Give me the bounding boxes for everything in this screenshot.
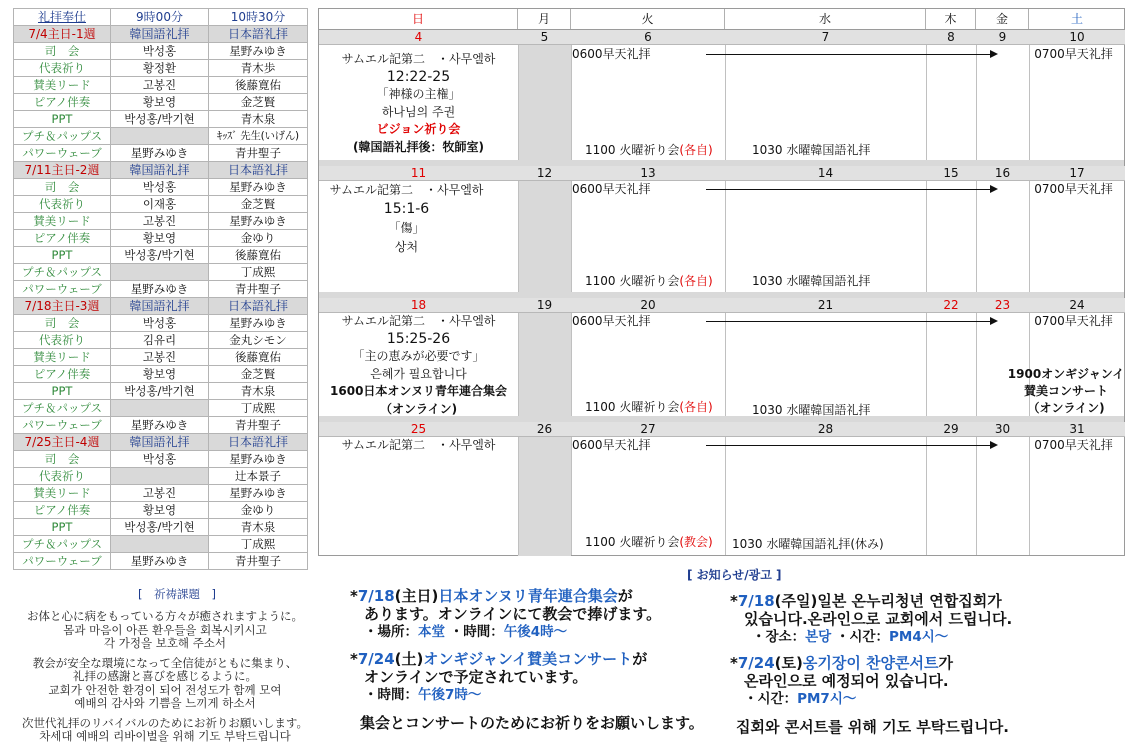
day-number: 6: [571, 30, 725, 45]
duty-role: 代表祈り: [14, 196, 111, 213]
duty-row: [14, 553, 308, 570]
day-number: 21: [725, 298, 926, 313]
place-label: ・장소：: [752, 629, 806, 645]
day-number-sunday: 11: [319, 166, 518, 181]
duty-japanese-assignee: 丁成熙: [209, 536, 308, 553]
day-number: 27: [571, 422, 725, 437]
duty-japanese-assignee: 丁成熙: [209, 264, 308, 281]
arrow-icon: [706, 189, 996, 190]
time-value: 午後4時～: [503, 624, 568, 640]
duty-row: [14, 213, 308, 230]
duty-week-japanese-service: 日本語礼拝: [209, 26, 308, 43]
day-number: 30: [976, 422, 1029, 437]
duty-japanese-assignee: 青木歩: [209, 60, 308, 77]
time-label: ・시간：: [831, 629, 889, 645]
praise-concert-online: （オンライン): [1027, 401, 1105, 415]
duty-week-label: 7/18主日-3週: [14, 298, 111, 315]
duty-japanese-assignee: 後藤寛佑: [209, 247, 308, 264]
duty-week-label: 7/4主日-1週: [14, 26, 111, 43]
duty-row: [14, 468, 308, 485]
early-morning-prayer-tue: 0600早天礼拝: [572, 314, 651, 328]
duty-week-header-row: [14, 298, 308, 315]
day-number-holiday: 22: [926, 298, 976, 313]
day-number: 12: [518, 166, 571, 181]
notice-event: 옹기장이 찬양콘서트: [802, 654, 939, 672]
duty-week-label: 7/11主日-2週: [14, 162, 111, 179]
duty-row: [14, 451, 308, 468]
arrow-icon: [706, 321, 996, 322]
duty-week-header-row: [14, 26, 308, 43]
notice-time: [350, 686, 704, 704]
duty-japanese-assignee: 金ゆり: [209, 502, 308, 519]
day-number-sunday: 25: [319, 422, 518, 437]
prayer-line: 각 가정을 보호해 주소서: [103, 636, 227, 650]
duty-role: プチ＆パップス: [14, 128, 111, 145]
notice-place-time: [350, 623, 704, 641]
duty-header-role: 礼拝奉仕: [14, 9, 111, 26]
tuesday-prayer-note: (各自): [679, 274, 713, 288]
place-value: 本堂: [418, 624, 445, 640]
duty-row: [14, 315, 308, 332]
duty-row: [14, 43, 308, 60]
duty-role: ピアノ伴奏: [14, 94, 111, 111]
notice-ja-item2: *7/24(土)オンギジャンイ賛美コンサートが: [350, 650, 648, 668]
duty-role: 賛美リード: [14, 77, 111, 94]
notice-date: 7/18: [357, 587, 395, 605]
duty-korean-assignee: 황정환: [111, 60, 209, 77]
monday-shade: [518, 45, 571, 160]
duty-role: ピアノ伴奏: [14, 230, 111, 247]
sermon-book: サムエル記第二 ・사무엘하: [341, 52, 496, 66]
duty-week-japanese-service: 日本語礼拝: [209, 298, 308, 315]
sermon-book: サムエル記第二 ・사무엘하: [329, 183, 484, 197]
duty-row: [14, 128, 308, 145]
tuesday-prayer-label: 1100 火曜祈り会: [585, 274, 680, 288]
tuesday-prayer-label: 1100 火曜祈り会: [585, 400, 680, 414]
duty-korean-assignee: 박성홍: [111, 179, 209, 196]
notice-date: 7/24: [737, 654, 775, 672]
duty-row: [14, 383, 308, 400]
sermon-title-ko: 은혜가 필요합니다: [370, 366, 467, 381]
prayer-line: 예배의 감사와 기쁨을 느끼게 하소서: [74, 696, 256, 710]
tuesday-prayer-note: (各自): [679, 400, 713, 414]
duty-role: 司 会: [14, 43, 111, 60]
day-number: 26: [518, 422, 571, 437]
duty-week-korean-service: 韓国語礼拝: [111, 162, 209, 179]
prayer-item-church-safety: [10, 657, 320, 711]
prayer-requests: [10, 610, 320, 750]
notice-tail: が: [617, 587, 633, 605]
early-morning-prayer-tue: 0600早天礼拝: [572, 438, 651, 452]
tuesday-prayer-label: 1100 火曜祈り会: [585, 143, 680, 157]
notice-line: あります。オンラインにて教会で捧げます。: [364, 605, 662, 623]
weekday-saturday: 土: [1070, 12, 1083, 26]
day-number-sunday: 18: [319, 298, 518, 313]
notice-tail: 가: [987, 592, 1002, 610]
duty-role: 司 会: [14, 179, 111, 196]
day-number: 5: [518, 30, 571, 45]
notice-event: オンギジャンイ賛美コンサート: [423, 650, 633, 668]
day-number: 16: [976, 166, 1029, 181]
vision-prayer-meeting: ビジョン祈り会: [376, 122, 461, 136]
weekday-wednesday: 水: [725, 9, 926, 29]
early-morning-prayer-sat: 0700早天礼拝: [1034, 438, 1113, 452]
duty-japanese-assignee: 丁成熙: [209, 400, 308, 417]
early-morning-prayer-tue: 0600早天礼拝: [572, 47, 651, 61]
duty-korean-assignee: [111, 536, 209, 553]
duty-japanese-assignee: 金ゆり: [209, 230, 308, 247]
notice-dow: (토): [774, 654, 803, 672]
day-number: 20: [571, 298, 725, 313]
duty-korean-assignee: 황보영: [111, 230, 209, 247]
tuesday-prayer-note: (各自): [679, 143, 713, 157]
time-value: PM4시～: [888, 629, 949, 645]
duty-korean-assignee: 박성홍/박기현: [111, 247, 209, 264]
duty-role: PPT: [14, 519, 111, 536]
duty-japanese-assignee: 青井聖子: [209, 145, 308, 162]
prayer-requests-title: [ 祈祷課題 ]: [138, 587, 216, 601]
duty-role: 代表祈り: [14, 468, 111, 485]
duty-role: ピアノ伴奏: [14, 502, 111, 519]
duty-japanese-assignee: 星野みゆき: [209, 315, 308, 332]
prayer-line: 礼拝の感謝と喜びを感じるように。: [73, 669, 257, 683]
sermon-title-ko: 상처: [394, 240, 419, 254]
notice-korean: [730, 592, 1012, 736]
prayer-line: 차세대 예배의 리바이벌을 위해 기도 부탁드립니다: [39, 729, 291, 743]
sunday-sermon-info: [319, 51, 518, 156]
duty-row: [14, 247, 308, 264]
duty-japanese-assignee: 金芝賢: [209, 366, 308, 383]
day-number: 15: [926, 166, 976, 181]
duty-korean-assignee: 星野みゆき: [111, 281, 209, 298]
sunday-sermon-info: [319, 181, 494, 257]
notice-line: 있습니다.온라인으로 교회에서 드립니다.: [744, 610, 1013, 628]
notice-tail: が: [632, 650, 648, 668]
wednesday-korean-service: 1030 水曜韓国語礼拝(休み): [732, 537, 884, 551]
duty-week-japanese-service: 日本語礼拝: [209, 162, 308, 179]
sermon-title-ko: 하나님의 주권: [381, 104, 456, 119]
duty-korean-assignee: 이재홍: [111, 196, 209, 213]
duty-role: パワーウェーブ: [14, 553, 111, 570]
notice-dow: (主日): [394, 587, 439, 605]
day-number-saturday: 17: [1029, 166, 1125, 181]
duty-role: PPT: [14, 247, 111, 264]
youth-rally-event: 1600日本オンヌリ青年連合集会: [330, 384, 507, 398]
duty-japanese-assignee: 青木泉: [209, 519, 308, 536]
duty-korean-assignee: [111, 468, 209, 485]
duty-row: [14, 536, 308, 553]
duty-week-korean-service: 韓国語礼拝: [111, 298, 209, 315]
notice-time: [730, 690, 1012, 708]
day-number: 8: [926, 30, 976, 45]
duty-role: プチ＆パップス: [14, 400, 111, 417]
weekday-thursday: 木: [926, 9, 976, 29]
duty-korean-assignee: [111, 400, 209, 417]
duty-korean-assignee: 박성홍: [111, 43, 209, 60]
duty-role: 賛美リード: [14, 349, 111, 366]
tuesday-prayer-label: 1100 火曜祈り会: [585, 535, 680, 549]
duty-korean-assignee: 황보영: [111, 502, 209, 519]
duty-header-row: [14, 9, 308, 26]
tuesday-prayer-meeting: [585, 534, 713, 550]
place-label: ・場所：: [364, 624, 418, 640]
duty-table-body: [14, 9, 308, 570]
notice-dow: (주일): [774, 592, 818, 610]
prayer-line: お体と心に病をもっている方々が癒されますように。: [27, 609, 303, 623]
day-number: 28: [725, 422, 926, 437]
duty-role: 代表祈り: [14, 60, 111, 77]
day-number: 7: [725, 30, 926, 45]
duty-row: [14, 94, 308, 111]
duty-japanese-assignee: 青井聖子: [209, 417, 308, 434]
day-number-saturday: 10: [1029, 30, 1125, 45]
duty-japanese-assignee: ｷｯｽﾞ 先生(いげん): [209, 128, 308, 145]
sermon-verse: 15:25-26: [386, 330, 451, 347]
sunday-sermon-info: [319, 313, 518, 418]
day-number-saturday: 24: [1029, 298, 1125, 313]
notice-ko-item2: *7/24(토)옹기장이 찬양콘서트가: [730, 654, 953, 672]
sermon-title-ja: 「主の恵みが必要です」: [352, 349, 485, 363]
duty-role: パワーウェーブ: [14, 145, 111, 162]
sermon-verse: 15:1-6: [383, 201, 430, 217]
weekday-monday: 月: [518, 9, 571, 29]
sermon-title-ja: 「傷」: [388, 221, 425, 235]
duty-korean-assignee: 고봉진: [111, 77, 209, 94]
duty-korean-assignee: 황보영: [111, 94, 209, 111]
wednesday-korean-service: 1030 水曜韓国語礼拝: [752, 143, 871, 157]
duty-japanese-assignee: 星野みゆき: [209, 213, 308, 230]
wednesday-korean-service: 1030 水曜韓国語礼拝: [752, 274, 871, 288]
sermon-title-ja: 「神様の主権」: [376, 87, 461, 101]
duty-role: パワーウェーブ: [14, 417, 111, 434]
duty-korean-assignee: 고봉진: [111, 349, 209, 366]
duty-role: ピアノ伴奏: [14, 366, 111, 383]
duty-role: 司 会: [14, 451, 111, 468]
notice-event: 日本オンヌリ青年連合集会: [438, 587, 618, 605]
duty-role: PPT: [14, 383, 111, 400]
time-label: ・時間：: [364, 687, 418, 703]
tuesday-prayer-meeting: [585, 273, 713, 289]
sermon-verse: 12:22-25: [386, 68, 451, 85]
notice-closing: 集会とコンサートのためにお祈りをお願いします。: [360, 714, 704, 732]
service-duty-table: [13, 8, 308, 570]
duty-header-japanese-time: 10時30分: [209, 9, 308, 26]
day-number: 13: [571, 166, 725, 181]
day-number-holiday: 23: [976, 298, 1029, 313]
arrow-icon: [706, 445, 996, 446]
duty-korean-assignee: 김유리: [111, 332, 209, 349]
prayer-line: 몸과 마음이 아픈 환우들을 회복시키시고: [63, 622, 267, 637]
weekday-tuesday: 火: [571, 9, 725, 29]
duty-japanese-assignee: 金芝賢: [209, 196, 308, 213]
day-number: 14: [725, 166, 926, 181]
duty-japanese-assignee: 後藤寛佑: [209, 349, 308, 366]
duty-japanese-assignee: 金芝賢: [209, 94, 308, 111]
notice-line: オンラインで予定されています。: [364, 668, 588, 686]
duty-row: [14, 230, 308, 247]
duty-week-header-row: [14, 162, 308, 179]
duty-week-korean-service: 韓国語礼拝: [111, 26, 209, 43]
early-morning-prayer-sat: 0700早天礼拝: [1034, 182, 1113, 196]
monday-shade: [518, 181, 571, 292]
duty-japanese-assignee: 星野みゆき: [209, 451, 308, 468]
duty-row: [14, 519, 308, 536]
duty-korean-assignee: 星野みゆき: [111, 553, 209, 570]
duty-japanese-assignee: 星野みゆき: [209, 43, 308, 60]
prayer-item-next-generation: [10, 717, 320, 744]
duty-row: [14, 417, 308, 434]
duty-row: [14, 366, 308, 383]
early-morning-prayer-sat: 0700早天礼拝: [1034, 314, 1113, 328]
prayer-item-healing: [10, 610, 320, 651]
notice-event: 일본 온누리청년 연합집회: [817, 592, 988, 610]
vision-prayer-place: (韓国語礼拝後：牧師室): [353, 139, 484, 154]
wednesday-korean-service: 1030 水曜韓国語礼拝: [752, 403, 871, 417]
arrow-icon: [706, 54, 996, 55]
day-number: 9: [976, 30, 1029, 45]
praise-concert-title: 1900オンギジャンイ: [1007, 367, 1125, 381]
early-morning-prayer-tue: 0600早天礼拝: [572, 182, 651, 196]
july-calendar: [318, 8, 1125, 556]
day-number: 19: [518, 298, 571, 313]
duty-japanese-assignee: 星野みゆき: [209, 485, 308, 502]
notice-ko-item1: *7/18(주일)일본 온누리청년 연합집회가: [730, 592, 1002, 610]
sermon-book: サムエル記第二 ・사무엘하: [341, 314, 496, 328]
duty-row: [14, 145, 308, 162]
calendar-weekday-header: [319, 9, 1124, 30]
duty-row: [14, 502, 308, 519]
duty-korean-assignee: [111, 264, 209, 281]
notice-tail: 가: [938, 654, 953, 672]
duty-korean-assignee: 고봉진: [111, 213, 209, 230]
duty-row: [14, 400, 308, 417]
day-number-sunday: 4: [319, 30, 518, 45]
weekday-sunday: 日: [319, 9, 518, 29]
duty-week-label: 7/25主日-4週: [14, 434, 111, 451]
praise-concert-info: [1007, 366, 1125, 417]
notice-ja-item1: *7/18(主日)日本オンヌリ青年連合集会が: [350, 587, 633, 605]
duty-header-korean-time: 9時00分: [111, 9, 209, 26]
prayer-line: 次世代礼拝のリバイバルのためにお祈りお願いします。: [21, 715, 308, 730]
tuesday-prayer-note: (教会): [679, 535, 713, 549]
notice-dow: (土): [394, 650, 424, 668]
weekday-friday: 金: [976, 9, 1029, 29]
duty-role: プチ＆パップス: [14, 536, 111, 553]
duty-korean-assignee: [111, 128, 209, 145]
duty-role: 代表祈り: [14, 332, 111, 349]
monday-shade: [518, 437, 571, 556]
duty-korean-assignee: 고봉진: [111, 485, 209, 502]
duty-row: [14, 179, 308, 196]
prayer-line: 교회가 안전한 환경이 되어 전성도가 함께 모여: [48, 682, 282, 697]
time-value: PM7시～: [797, 691, 857, 707]
duty-row: [14, 77, 308, 94]
duty-row: [14, 281, 308, 298]
time-value: 午後7時～: [418, 687, 482, 703]
duty-korean-assignee: 박성홍: [111, 315, 209, 332]
duty-korean-assignee: 星野みゆき: [111, 417, 209, 434]
duty-week-japanese-service: 日本語礼拝: [209, 434, 308, 451]
duty-korean-assignee: 박성홍/박기현: [111, 519, 209, 536]
duty-korean-assignee: 박성홍: [111, 451, 209, 468]
sermon-book: サムエル記第二 ・사무엘하: [341, 438, 496, 452]
duty-korean-assignee: 박성홍/박기현: [111, 111, 209, 128]
duty-row: [14, 111, 308, 128]
notice-line: 온라인으로 예정되어 있습니다.: [744, 672, 949, 690]
duty-japanese-assignee: 青木泉: [209, 383, 308, 400]
duty-korean-assignee: 星野みゆき: [111, 145, 209, 162]
sunday-sermon-info: [319, 437, 518, 453]
duty-row: [14, 332, 308, 349]
time-label: ・時間：: [449, 624, 504, 640]
tuesday-prayer-meeting: [585, 399, 713, 415]
day-number: 29: [926, 422, 976, 437]
time-label: ・시간：: [744, 691, 798, 707]
notice-closing: 집회와 콘서트를 위해 기도 부탁드립니다.: [736, 718, 1009, 736]
duty-korean-assignee: 황보영: [111, 366, 209, 383]
notice-place-time: [730, 628, 1012, 646]
duty-japanese-assignee: 青井聖子: [209, 553, 308, 570]
notices-title: [ お知らせ/광고 ]: [687, 568, 782, 582]
duty-row: [14, 196, 308, 213]
praise-concert-subtitle: 賛美コンサート: [1023, 384, 1108, 398]
duty-row: [14, 60, 308, 77]
tuesday-prayer-meeting: [585, 142, 713, 158]
duty-row: [14, 349, 308, 366]
duty-japanese-assignee: 星野みゆき: [209, 179, 308, 196]
duty-japanese-assignee: 辻本景子: [209, 468, 308, 485]
duty-row: [14, 264, 308, 281]
duty-japanese-assignee: 青井聖子: [209, 281, 308, 298]
monday-shade: [518, 313, 571, 420]
duty-week-header-row: [14, 434, 308, 451]
notice-date: 7/24: [357, 650, 395, 668]
duty-role: プチ＆パップス: [14, 264, 111, 281]
youth-rally-online: （オンライン): [379, 401, 458, 416]
day-number-saturday: 31: [1029, 422, 1125, 437]
duty-japanese-assignee: 金丸シモン: [209, 332, 308, 349]
duty-role: パワーウェーブ: [14, 281, 111, 298]
early-morning-prayer-sat: 0700早天礼拝: [1034, 47, 1113, 61]
place-value: 본당: [805, 629, 832, 645]
duty-role: PPT: [14, 111, 111, 128]
notice-date: 7/18: [737, 592, 775, 610]
duty-row: [14, 485, 308, 502]
duty-role: 司 会: [14, 315, 111, 332]
duty-japanese-assignee: 後藤寛佑: [209, 77, 308, 94]
duty-week-korean-service: 韓国語礼拝: [111, 434, 209, 451]
prayer-line: 教会が安全な環境になって全信徒がともに集まり、: [32, 655, 298, 670]
duty-japanese-assignee: 青木泉: [209, 111, 308, 128]
duty-role: 賛美リード: [14, 485, 111, 502]
notice-japanese: [350, 587, 704, 732]
duty-korean-assignee: 박성홍/박기현: [111, 383, 209, 400]
duty-role: 賛美リード: [14, 213, 111, 230]
